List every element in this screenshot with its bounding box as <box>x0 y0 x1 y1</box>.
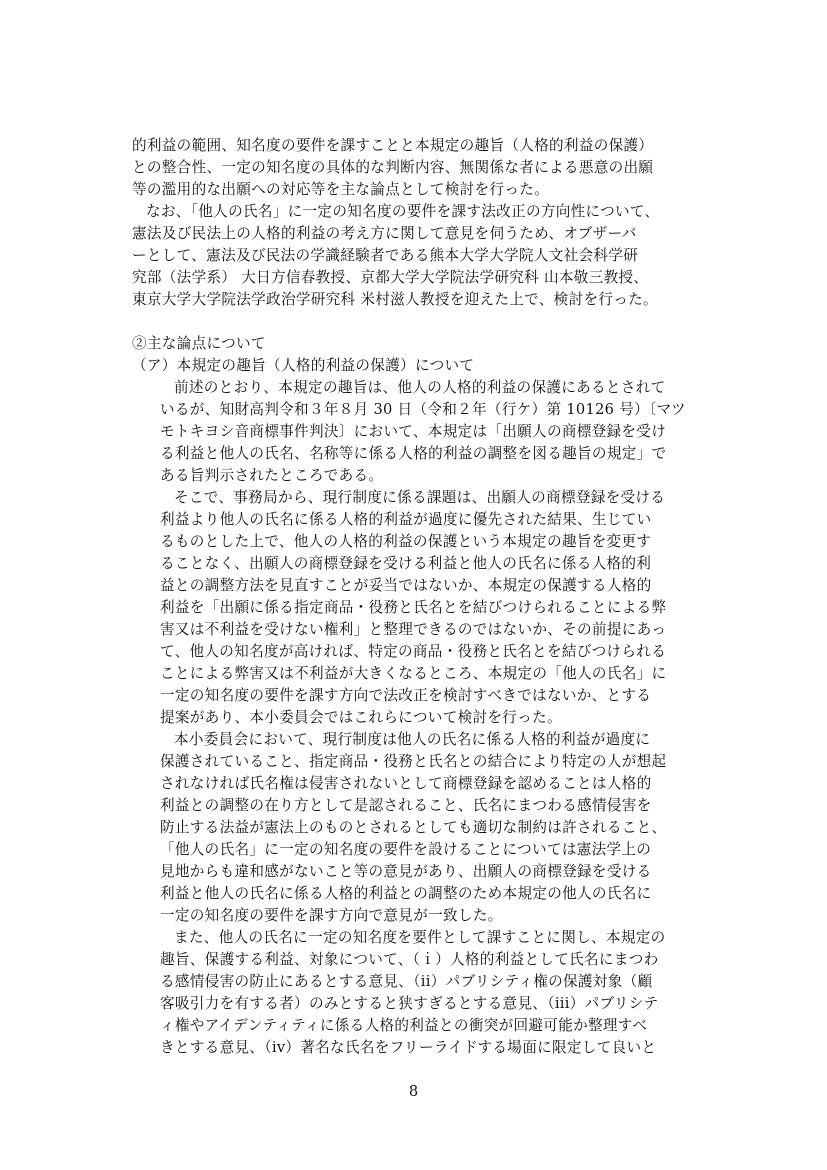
text-line: なお、「他人の氏名」に一定の知名度の要件を課す法改正の方向性について、 <box>146 203 660 220</box>
paragraph-committee-opinion <box>132 729 722 927</box>
text-line: 提案があり、本小委員会ではこれらについて検討を行った。 <box>160 709 562 726</box>
text-line: 究部（法学系） 大日方信春教授、京都大学大学院法学研究科 山本敬三教授、 <box>132 269 649 286</box>
text-line: 等の濫用的な出願への対応等を主な論点として検討を行った。 <box>132 181 550 198</box>
intro-section <box>132 135 722 311</box>
text-line: 前述のとおり、本規定の趣旨は、他人の人格的利益の保護にあるとされて <box>174 379 666 396</box>
text-line: ーとして、憲法及び民法の学識経験者である熊本大学大学院人文社会科学研 <box>132 247 639 264</box>
text-line: 一定の知名度の要件を課す方向で法改正を検討すべきではないか、とする <box>160 687 652 704</box>
text-line: 客吸引力を有する者）のみとすると狭すぎるとする意見、（iii）パブリシテ <box>160 995 659 1012</box>
text-line: いるが、知財高判令和３年８月 30 日（令和２年（行ケ）第 10126 号）〔マツ <box>160 401 686 418</box>
text-line: 見地からも違和感がないこと等の意見があり、出願人の商標登録を受ける <box>160 863 652 880</box>
text-line: 防止する法益が憲法上のものとされるとしても適切な制約は許されること、 <box>160 819 667 836</box>
text-line: 利益との調整の在り方として是認されること、氏名にまつわる感情侵害を <box>160 797 652 814</box>
paragraph-issues <box>132 135 722 201</box>
text-line: 的利益の範囲、知名度の要件を課すことと本規定の趣旨（人格的利益の保護） <box>132 137 654 154</box>
text-line: ある旨判示されたところである。 <box>160 467 384 484</box>
text-line: て、他人の知名度が高ければ、特定の商品・役務と氏名とを結びつけられる <box>160 643 667 660</box>
text-line: モトキヨシ音商標事件判決〕において、本規定は「出願人の商標登録を受け <box>160 423 667 440</box>
text-line: 趣旨、保護する利益、対象について、（ｉ）人格的利益として氏名にまつわ <box>160 951 659 968</box>
subsection-heading: （ア）本規定の趣旨（人格的利益の保護）について <box>132 357 475 374</box>
text-line: 憲法及び民法上の人格的利益の考え方に関して意見を伺うため、オブザーバ <box>132 225 637 242</box>
page-number: 8 <box>408 1083 419 1100</box>
text-line: 利益を「出願に係る指定商品・役務と氏名とを結びつけられることによる弊 <box>160 599 667 616</box>
text-line: されなければ氏名権は侵害されないとして商標登録を認めることは人格的 <box>160 775 652 792</box>
text-line: 東京大学大学院法学政治学研究科 米村滋人教授を迎えた上で、検討を行った。 <box>132 291 658 308</box>
text-line: 益との調整方法を見直すことが妥当ではないか、本規定の保護する人格的 <box>160 577 652 594</box>
main-points-section <box>132 333 722 1059</box>
section-heading: ②主な論点について <box>132 335 266 352</box>
text-line: 一定の知名度の要件を課す方向で意見が一致した。 <box>160 907 503 924</box>
text-line: ることなく、出願人の商標登録を受ける利益と他人の氏名に係る人格的利 <box>160 555 652 572</box>
paragraph-purpose <box>132 377 722 487</box>
text-line: るものとした上で、他人の人格的利益の保護という本規定の趣旨を変更す <box>160 533 652 550</box>
text-line: また、他人の氏名に一定の知名度を要件として課すことに関し、本規定の <box>174 929 666 946</box>
text-line: 害又は不利益を受けない権利」と整理できるのではないか、その前提にあっ <box>160 621 667 638</box>
text-line: 利益と他人の氏名に係る人格的利益との調整のため本規定の他人の氏名に <box>160 885 652 902</box>
text-line: きとする意見、（iv）著名な氏名をフリーライドする場面に限定して良いと <box>160 1039 657 1056</box>
text-line: る利益と他人の氏名、名称等に係る人格的利益の調整を図る趣旨の規定」で <box>160 445 667 462</box>
text-line: そこで、事務局から、現行制度に係る課題は、出願人の商標登録を受ける <box>174 489 666 506</box>
paragraph-observers <box>132 201 722 311</box>
text-line: ことによる弊害又は不利益が大きくなるところ、本規定の「他人の氏名」に <box>160 665 667 682</box>
text-line: との整合性、一定の知名度の具体的な判断内容、無関係な者による悪意の出願 <box>132 159 654 176</box>
text-line: 保護されていること、指定商品・役務と氏名との結合により特定の人が想起 <box>160 753 667 770</box>
paragraph-additional-opinions <box>132 927 722 1059</box>
text-line: 利益より他人の氏名に係る人格的利益が過度に優先された結果、生じてい <box>160 511 652 528</box>
text-line: 「他人の氏名」に一定の知名度の要件を設けることについては憲法学上の <box>160 841 652 858</box>
paragraph-secretariat-proposal <box>132 487 722 729</box>
text-line: 本小委員会において、現行制度は他人の氏名に係る人格的利益が過度に <box>174 731 651 748</box>
text-line: ィ権やアイデンティティに係る人格的利益との衝突が回避可能か整理すべ <box>160 1017 648 1034</box>
text-line: る感情侵害の防止にあるとする意見、（ii）パブリシティ権の保護対象（顧 <box>160 973 653 990</box>
